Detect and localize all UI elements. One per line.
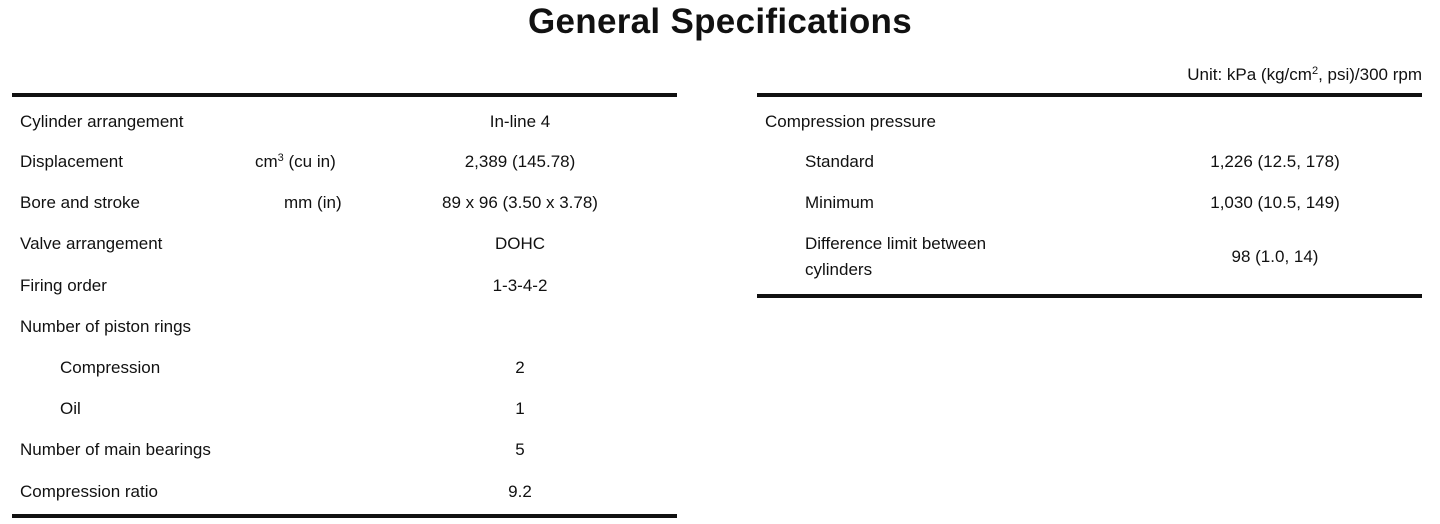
row-label: Minimum bbox=[805, 193, 874, 212]
row-label: Firing order bbox=[20, 276, 107, 295]
row-value: 1,030 (10.5, 149) bbox=[1210, 193, 1340, 212]
unit-superscript: 2 bbox=[1311, 65, 1319, 77]
unit-rest: (cu in) bbox=[283, 152, 336, 171]
row-value: 5 bbox=[515, 440, 525, 459]
row-unit: mm (in) bbox=[284, 193, 342, 212]
row-value: DOHC bbox=[494, 234, 546, 253]
row-value: 9.2 bbox=[508, 482, 532, 501]
row-label: Standard bbox=[805, 152, 874, 171]
right-table-top-rule bbox=[757, 93, 1422, 97]
row-value: 98 (1.0, 14) bbox=[1231, 247, 1319, 266]
row-label: Compression ratio bbox=[20, 482, 158, 501]
row-value: 89 x 96 (3.50 x 3.78) bbox=[442, 193, 598, 212]
row-label: Compression bbox=[60, 358, 161, 377]
row-label-line-1: Difference limit between bbox=[805, 234, 987, 253]
page-title: General Specifications bbox=[528, 2, 912, 41]
unit-prefix: Unit: kPa (kg/cm bbox=[1187, 65, 1312, 84]
row-label: Valve arrangement bbox=[20, 234, 163, 253]
row-unit bbox=[255, 152, 336, 172]
row-label: Compression pressure bbox=[765, 112, 937, 131]
row-value: 1,226 (12.5, 178) bbox=[1210, 152, 1340, 171]
unit-base: cm bbox=[255, 152, 278, 171]
row-label: Bore and stroke bbox=[20, 193, 141, 212]
unit-suffix: , psi)/300 rpm bbox=[1318, 65, 1422, 84]
row-label: Oil bbox=[60, 399, 81, 418]
row-value: 2,389 (145.78) bbox=[464, 152, 576, 171]
right-table-bottom-rule bbox=[757, 294, 1422, 298]
row-label: Displacement bbox=[20, 152, 123, 171]
row-value: In-line 4 bbox=[489, 112, 551, 131]
row-value: 1 bbox=[515, 399, 525, 418]
left-table-bottom-rule bbox=[12, 514, 677, 518]
row-label-line-2: cylinders bbox=[805, 260, 873, 279]
row-value: 2 bbox=[515, 358, 525, 377]
unit-note bbox=[1187, 65, 1422, 85]
row-label: Number of piston rings bbox=[20, 317, 192, 336]
row-label: Cylinder arrangement bbox=[20, 112, 184, 131]
left-table-top-rule bbox=[12, 93, 677, 97]
row-label: Number of main bearings bbox=[20, 440, 211, 459]
unit-superscript: 3 bbox=[277, 152, 284, 164]
row-value: 1-3-4-2 bbox=[492, 276, 548, 295]
